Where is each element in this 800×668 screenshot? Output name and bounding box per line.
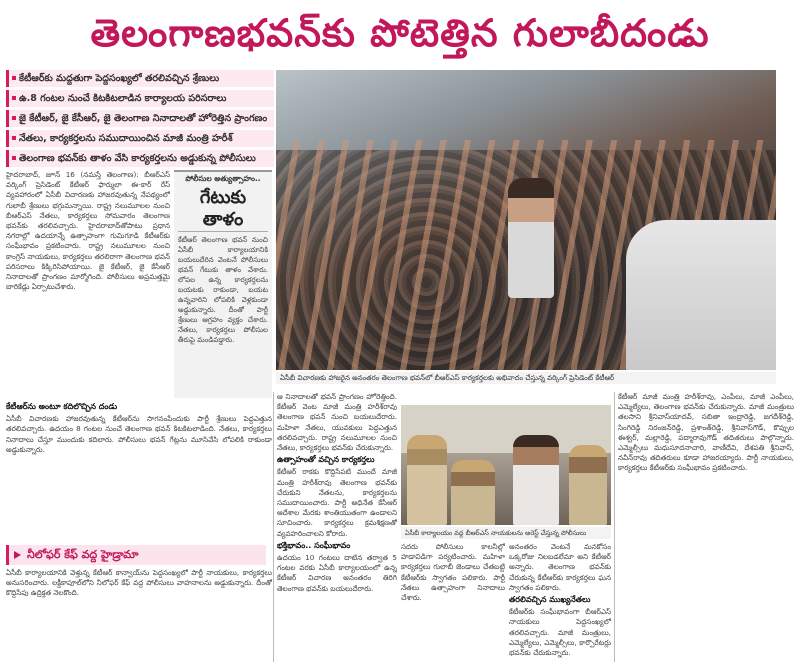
sidebar-box-kicker: పోలీసుల అత్యుత్సాహం..: [185, 174, 261, 183]
leader-figure: [508, 178, 554, 298]
article-column-2: [277, 392, 397, 664]
photo2-caption: ఏసీబీ కార్యాలయం వద్ద బీఆర్‌ఎస్ నాయకులను అరెస్ట్ చేస్తున్న పోలీసులు: [401, 527, 611, 539]
col4-body: అనంతరం వెంటనే మనకోసం ఒక్కరోజు నిలబడలేమా అని కేటీఆర్ అన్నారు. తెలంగాణ భవన్‌కు చేరుకున్న కేటీఆర్‌కు కార్యకర్తలు ఘన స్వాగతం పలికారు.: [509, 542, 611, 592]
column-divider: [614, 392, 615, 662]
bullet-item: జై కేటీఆర్, జై కేసీఆర్, జై తెలంగాణ నినాదాలతో హోరెత్తిన ప్రాంగణం: [6, 110, 274, 127]
main-photo-crowd: [276, 70, 776, 370]
col3-body: సదరు పోలీసులు కాలనీల్లో హడావిడిగా పర్యటించారు. మహిళా కార్యకర్తలు గులాబీ జెండాలు చేతబట్టి కేటీఆర్‌కు స్వాగతం పలికారు. పార్టీ నేతలు ఉత్సాహంగా నినాదాలు చేశారు.: [401, 542, 505, 603]
section-heading-kef: నీలోఫర్ కేఫ్ వద్ద హైడ్రామా: [6, 545, 266, 565]
page-headline: తెలంగాణభవన్‌కు పోటెత్తిన గులాబీదండు: [90, 11, 710, 55]
bullet-item: తెలంగాణ భవన్‌కు తాళం వేసి కార్యకర్తలను అడ్డుకున్న పోలీసులు: [6, 150, 274, 167]
kef-body: ఏసీబీ కార్యాలయానికి వెళ్తున్న కేటీఆర్ కాన్వాయ్‌ను పెద్దసంఖ్యలో పార్టీ నాయకులు, కార్యకర్తలు అనుసరించారు. లక్డీకాపూల్‌లోని నీలోఫర్ కేఫ్ వద్ద పోలీసులు వాహనాలను అడ్డుకున్నారు. దీంతో కొద్దిసేపు ఉద్రిక్తత నెలకొంది.: [6, 568, 272, 598]
sidebar-box-gate-locked: [174, 170, 272, 398]
article-column-1: [6, 170, 170, 398]
col2-body2: కేటీఆర్ రాకకు కొద్దిసేపటి ముందే మాజీ మంత్రి హరీశ్‌రావు తెలంగాణ భవన్‌కు చేరుకుని నేతలను, కార్యకర్తలను సముదాయించారు. పార్టీ అధినేత కేసీఆర్ ఆదేశాల మేరకు శాంతియుతంగా ఉండాలని సూచించారు. కార్యకర్తలు క్రమశిక్షణతో వ్యవహరించాలని కోరారు.: [277, 467, 397, 538]
col1-body: హైదరాబాద్, జూన్ 16 (నమస్తే తెలంగాణ): బీఆర్‌ఎస్ వర్కింగ్ ప్రెసిడెంట్ కేటీఆర్ ఫార్ములా ఈ-కార్ రేస్ వ్యవహారంలో ఏసీబీ విచారణకు హాజరవుతున్న నేపథ్యంలో గులాబీ శ్రేణులు భగ్గుమన్నాయి. రాష్ట్ర నలుమూలల నుంచి బీఆర్‌ఎస్ నేతలు, కార్యకర్తలు సోమవారం తెలంగాణ భవన్‌కు తరలివచ్చారు. హైదరాబాద్‌తోపాటు ప్రధాన నగరాల్లో ఉదయాన్నే ఉత్సాహంగా గుమిగూడి కేటీఆర్‌కు సంఘీభావం ప్రకటించారు. రాష్ట్ర నలుమూలల నుంచి కాంగ్రెస్ నాయకులు, కార్యకర్తలు తరలిరాగా తెలంగాణ భవన్ పరిసరాలు కిక్కిరిసిపోయాయి. జై కేటీఆర్, జై కేసీఆర్ నినాదాలతో ప్రాంగణం మార్మోగింది. పోలీసులు అప్రమత్తమై బారికేడ్లు ఏర్పాటుచేశారు.: [6, 170, 170, 292]
police-figure: [569, 445, 607, 525]
col2-subheading: ఉత్సాహంతో వచ్చిన కార్యకర్తలు: [277, 455, 375, 465]
leader-figure: [513, 435, 559, 525]
col2-body: ఆ నినాదాలతో భవన్ ప్రాంగణం హోరెత్తింది. కేటీఆర్ వెంట మాజీ మంత్రి హరీశ్‌రావు తెలంగాణ భవన్ నుంచి బయలుదేరారు. మహిళా నేతలు, యువకులు పెద్దఎత్తున తరలివచ్చారు. రాష్ట్ర నలుమూలల నుంచి నేతలు, కార్యకర్తలు భవన్‌కు చేరుకున్నారు.: [277, 392, 397, 453]
article-column-3: [401, 542, 505, 664]
col4-body2: కేటీఆర్‌కు సంఘీభావంగా బీఆర్‌ఎస్ నాయకులు పెద్దసంఖ్యలో తరలివచ్చారు. మాజీ మంత్రులు, ఎమ్మెల్యేలు, ఎమ్మెల్సీలు, కార్పొరేటర్లు భవన్‌కు చేరుకున్నారు.: [509, 607, 611, 658]
col4-subheading: తరలివచ్చిన ముఖ్యనేతలు: [509, 595, 591, 605]
police-figure: [407, 435, 447, 525]
kef-section-body: [6, 568, 272, 664]
car-shape: [626, 220, 776, 370]
col2-body3: ఉదయం 10 గంటలు దాటిన తర్వాత 5 గంటల వరకు ఏసీబీ కార్యాలయంలో ఉన్న కేటీఆర్ విచారణ అనంతరం తిరిగి తెలంగాణ భవన్‌కు బయలుదేరారు.: [277, 553, 397, 593]
main-photo-caption: ఏసీబీ విచారణకు హాజరైన అనంతరం తెలంగాణ భవన్‌లో బీఆర్‌ఎస్ కార్యకర్తలకు అభివాదం చేస్తున్న వర్కింగ్ ప్రెసిడెంట్ కేటీఆర్: [276, 372, 776, 384]
police-figure: [451, 460, 495, 525]
article-column-5: [618, 392, 794, 664]
col5-body: కేటీఆర్ మాజీ మంత్రి హరీశ్‌రావు, ఎంపీలు, మాజీ ఎంపీలు, ఎమ్మెల్యేలు, తెలంగాణ భవన్‌కు చేరుకున్నారు. మాజీ మంత్రులు తలసాని శ్రీనివాస్‌యాదవ్, సబితా ఇంద్రారెడ్డి, జగదీశ్‌రెడ్డి, సింగిరెడ్డి నిరంజన్‌రెడ్డి, ప్రశాంత్‌రెడ్డి, శ్రీనివాస్‌గౌడ్, కొప్పుల ఈశ్వర్, మల్లారెడ్డి, పద్మారావుగౌడ్ తదితరులు పాల్గొన్నారు. ఎమ్మెల్సీలు మధుసూదనాచారి, వాణీదేవి, దేశపతి శ్రీనివాస్, నవీన్‌రావు తదితరులు కూడా హాజరయ్యారు. పార్టీ నాయకులు, కార్యకర్తలు కేటీఆర్‌కు సంఘీభావం ప్రకటించారు.: [618, 392, 794, 473]
column-divider: [273, 392, 274, 662]
sidebar-box-body: కేటీఆర్ తెలంగాణ భవన్ నుంచి ఏసీబీ కార్యాలయానికి బయలుదేరిన వెంటనే పోలీసులు భవన్ గేటుకు తాళం వేశారు. లోపల ఉన్న కార్యకర్తలను బయటకు రాకుండా, బయట ఉన్నవారిని లోపలికి వెళ్లకుండా అడ్డుకున్నారు. దీంతో పార్టీ శ్రేణులు ఆగ్రహం వ్యక్తం చేశారు. నేతలు, కార్యకర్తలు పోలీసుల తీరుపై మండిపడ్డారు.: [178, 236, 268, 344]
col1-subheading: కేటీఆర్‌ను అంటూ కదిలొచ్చిన దండు: [6, 402, 118, 411]
col2-subheading-2: భక్తిభావం.. సంఘీభావం: [277, 540, 351, 550]
highlight-bullets: [6, 70, 274, 170]
photo-police-arrest: [401, 405, 611, 525]
bullet-item: కేటీఆర్‌కు మద్దతుగా పెద్దసంఖ్యలో తరలివచ్చిన శ్రేణులు: [6, 70, 274, 87]
bullet-item: నేతలు, కార్యకర్తలను సముదాయించిన మాజీ మంత్రి హరీశ్: [6, 130, 274, 147]
article-column-1-lower: [6, 402, 272, 542]
article-column-4: [509, 542, 611, 664]
sidebar-box-title: గేటుకు తాళం: [178, 187, 268, 232]
bullet-item: ఉ.8 గంటల నుంచే కిటకిటలాడిన కార్యాలయ పరిసరాలు: [6, 90, 274, 107]
col1-body2: ఏసీబీ విచారణకు హాజరవుతున్న కేటీఆర్‌ను సాగనంపేందుకు పార్టీ శ్రేణులు పెద్దఎత్తున తరలివచ్చారు. ఉదయం 8 గంటల నుంచే తెలంగాణ భవన్ కిటకిటలాడింది. నేతలు, కార్యకర్తలు నినాదాలు చేస్తూ ముందుకు కదిలారు. పోలీసులు భవన్ గేట్లను మూసివేసి లోపలికి రాకుండా అడ్డుకున్నారు.: [6, 414, 272, 454]
